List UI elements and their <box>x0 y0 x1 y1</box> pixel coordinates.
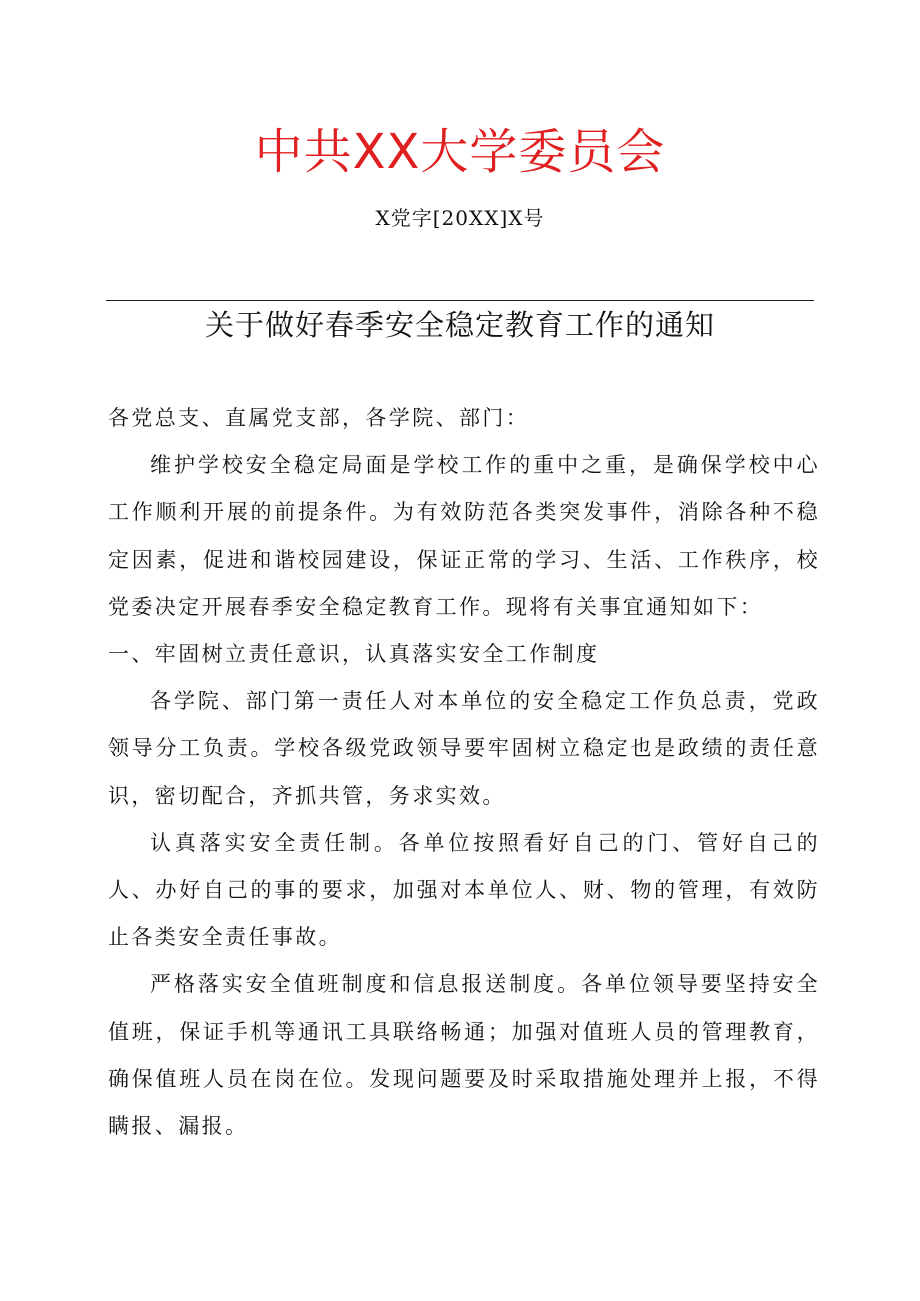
body-paragraph: 严格落实安全值班制度和信息报送制度。各单位领导要坚持安全值班，保证手机等通讯工具联络畅通；加强对值班人员的管理教育，确保值班人员在岗在位。发现问题要及时采取措施处理并上报，不得瞒报、漏报。 <box>108 972 820 1139</box>
header-divider <box>106 300 814 301</box>
issuer-heading: 中共XX大学委员会 <box>254 124 666 180</box>
body-paragraph: 维护学校安全稳定局面是学校工作的重中之重，是确保学校中心工作顺利开展的前提条件。为有效防范各类突发事件，消除各种不稳定因素，促进和谐校园建设，保证正常的学习、生活、工作秩序，校党委决定开展春季安全稳定教育工作。现将有关事宜通知如下： <box>108 453 820 619</box>
salutation: 各党总支、直属党支部，各学院、部门： <box>108 406 530 430</box>
document-title: 关于做好春季安全稳定教育工作的通知 <box>204 308 715 342</box>
body-paragraph: 各学院、部门第一责任人对本单位的安全稳定工作负总责，党政领导分工负责。学校各级党政领导要牢固树立稳定也是政绩的责任意识，密切配合，齐抓共管，务求实效。 <box>108 689 820 808</box>
section-heading: 一、牢固树立责任意识，认真落实安全工作制度 <box>108 642 600 667</box>
document-body <box>108 395 820 1150</box>
document-number: X党字[20XX]X号 <box>375 206 545 230</box>
body-paragraph: 认真落实安全责任制。各单位按照看好自己的门、管好自己的人、办好自己的事的要求，加强对本单位人、财、物的管理，有效防止各类安全责任事故。 <box>108 830 820 950</box>
